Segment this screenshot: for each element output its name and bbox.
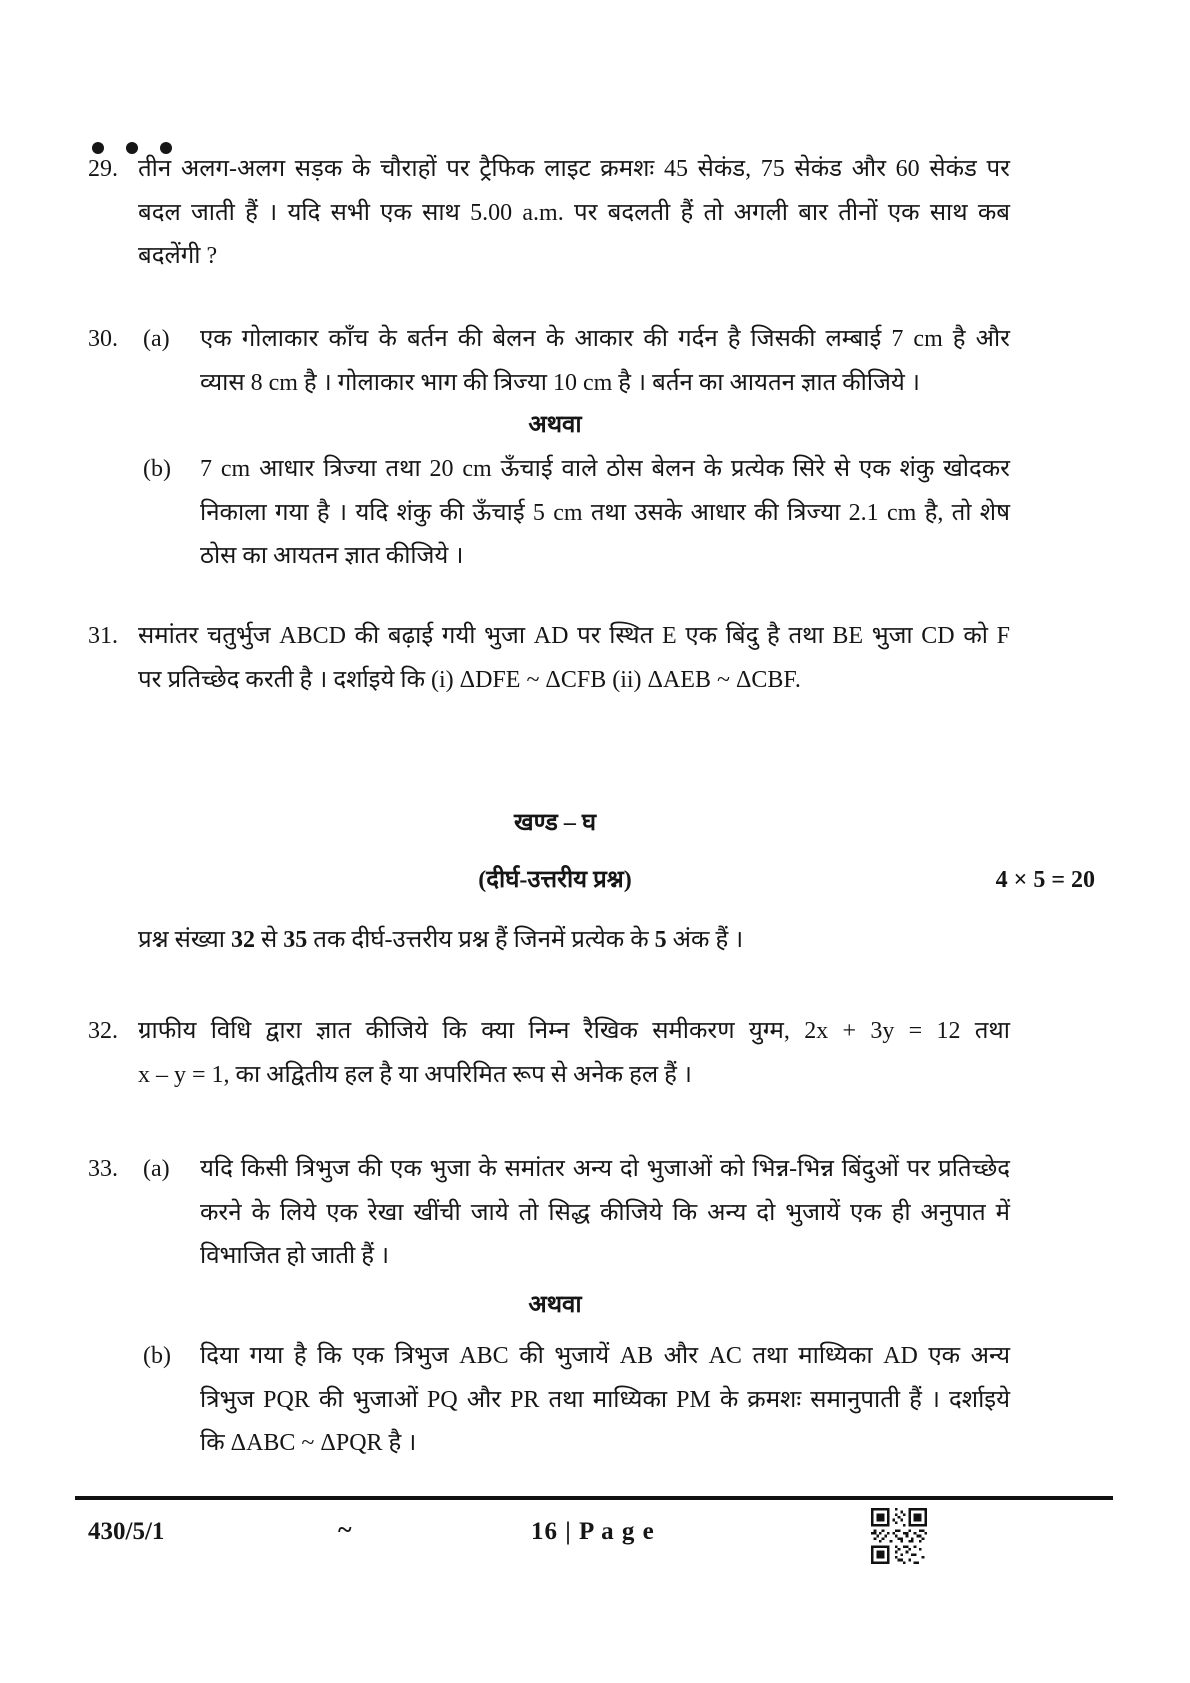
footer-divider (75, 1496, 1113, 1500)
question-line: व्यास 8 cm है । गोलाकार भाग की त्रिज्या 10 cm है । बर्तन का आयतन ज्ञात कीजिये । (200, 369, 920, 396)
question-line: बदलेंगी ? (138, 243, 218, 269)
section-instruction (138, 918, 1018, 962)
question-line: दिया गया है कि एक त्रिभुज ABC की भुजायें AB और AC तथा माध्यिका AD एक अन्य (200, 1343, 1010, 1369)
part-label: (a) (143, 326, 170, 352)
question-line: त्रिभुज PQR की भुजाओं PQ और PR तथा माध्यिका PM के क्रमशः समानुपाती हैं । दर्शाइये (200, 1386, 1010, 1413)
question-line: पर प्रतिच्छेद करती है । दर्शाइये कि (i) ΔDFE ~ ΔCFB (ii) ΔAEB ~ ΔCBF. (138, 666, 801, 693)
question-29 (88, 148, 1022, 279)
footer-tilde: ~ (338, 1515, 352, 1544)
question-number: 33. (88, 1156, 118, 1182)
question-30a (88, 318, 1022, 405)
question-line: करने के लिये एक रेखा खींची जाये तो सिद्ध कीजिये कि अन्य दो भुजायें एक ही अनुपात में (200, 1199, 1010, 1226)
question-number: 29. (88, 156, 118, 182)
part-label: (b) (143, 1343, 171, 1369)
question-number: 32. (88, 1018, 118, 1044)
or-separator: अथवा (528, 412, 582, 438)
instruction-text: प्रश्न संख्या (138, 927, 232, 953)
question-32 (88, 1010, 1022, 1097)
question-line: ग्राफीय विधि द्वारा ज्ञात कीजिये कि क्या निम्न रैखिक समीकरण युग्म, 2x + 3y = 12 तथा (138, 1018, 1010, 1044)
footer-page-number: 16 | P a g e (531, 1518, 655, 1545)
question-33b (88, 1335, 1022, 1466)
section-marks: 4 × 5 = 20 (995, 867, 1095, 893)
question-line: x – y = 1, का अद्वितीय हल है या अपरिमित रूप से अनेक हल हैं । (138, 1061, 692, 1088)
instruction-number: 5 (654, 927, 667, 953)
part-label: (a) (143, 1156, 170, 1182)
question-line: यदि किसी त्रिभुज की एक भुजा के समांतर अन्य दो भुजाओं को भिन्न-भिन्न बिंदुओं पर प्रतिच्छेद (200, 1156, 1010, 1182)
qr-code-icon (871, 1508, 927, 1564)
section-subtitle: (दीर्घ-उत्तरीय प्रश्न) (478, 867, 632, 893)
part-label: (b) (143, 456, 171, 482)
question-line: 7 cm आधार त्रिज्या तथा 20 cm ऊँचाई वाले ठोस बेलन के प्रत्येक सिरे से एक शंकु खोदकर (200, 456, 1010, 482)
question-33a (88, 1148, 1022, 1279)
section-title: खण्ड – घ (513, 810, 597, 836)
question-line: तीन अलग-अलग सड़क के चौराहों पर ट्रैफिक लाइट क्रमशः 45 सेकंड, 75 सेकंड और 60 सेकंड पर (138, 156, 1010, 182)
question-line: एक गोलाकार काँच के बर्तन की बेलन के आकार की गर्दन है जिसकी लम्बाई 7 cm है और (200, 326, 1010, 352)
footer-paper-code: 430/5/1 (88, 1518, 165, 1545)
question-line: निकाला गया है । यदि शंकु की ऊँचाई 5 cm तथा उसके आधार की त्रिज्या 2.1 cm है, तो शेष (200, 499, 1010, 526)
question-number: 30. (88, 326, 118, 352)
question-31 (88, 615, 1022, 702)
question-line: समांतर चतुर्भुज ABCD की बढ़ाई गयी भुजा AD पर स्थित E एक बिंदु है तथा BE भुजा CD को F (138, 623, 1010, 649)
instruction-number: 35 (283, 927, 308, 953)
question-line: कि ΔABC ~ ΔPQR है । (200, 1430, 417, 1456)
instruction-text: से (255, 927, 284, 953)
question-30b (88, 448, 1022, 579)
instruction-text: अंक हैं । (666, 927, 744, 953)
question-line: ठोस का आयतन ज्ञात कीजिये । (200, 543, 464, 569)
or-separator: अथवा (528, 1292, 582, 1318)
question-line: विभाजित हो जाती हैं । (200, 1243, 390, 1269)
question-line: बदल जाती हैं । यदि सभी एक साथ 5.00 a.m. पर बदलती हैं तो अगली बार तीनों एक साथ कब (138, 199, 1010, 226)
instruction-text: तक दीर्घ-उत्तरीय प्रश्न हैं जिनमें प्रत्येक के (307, 927, 655, 953)
question-number: 31. (88, 623, 118, 649)
instruction-number: 32 (231, 927, 256, 953)
